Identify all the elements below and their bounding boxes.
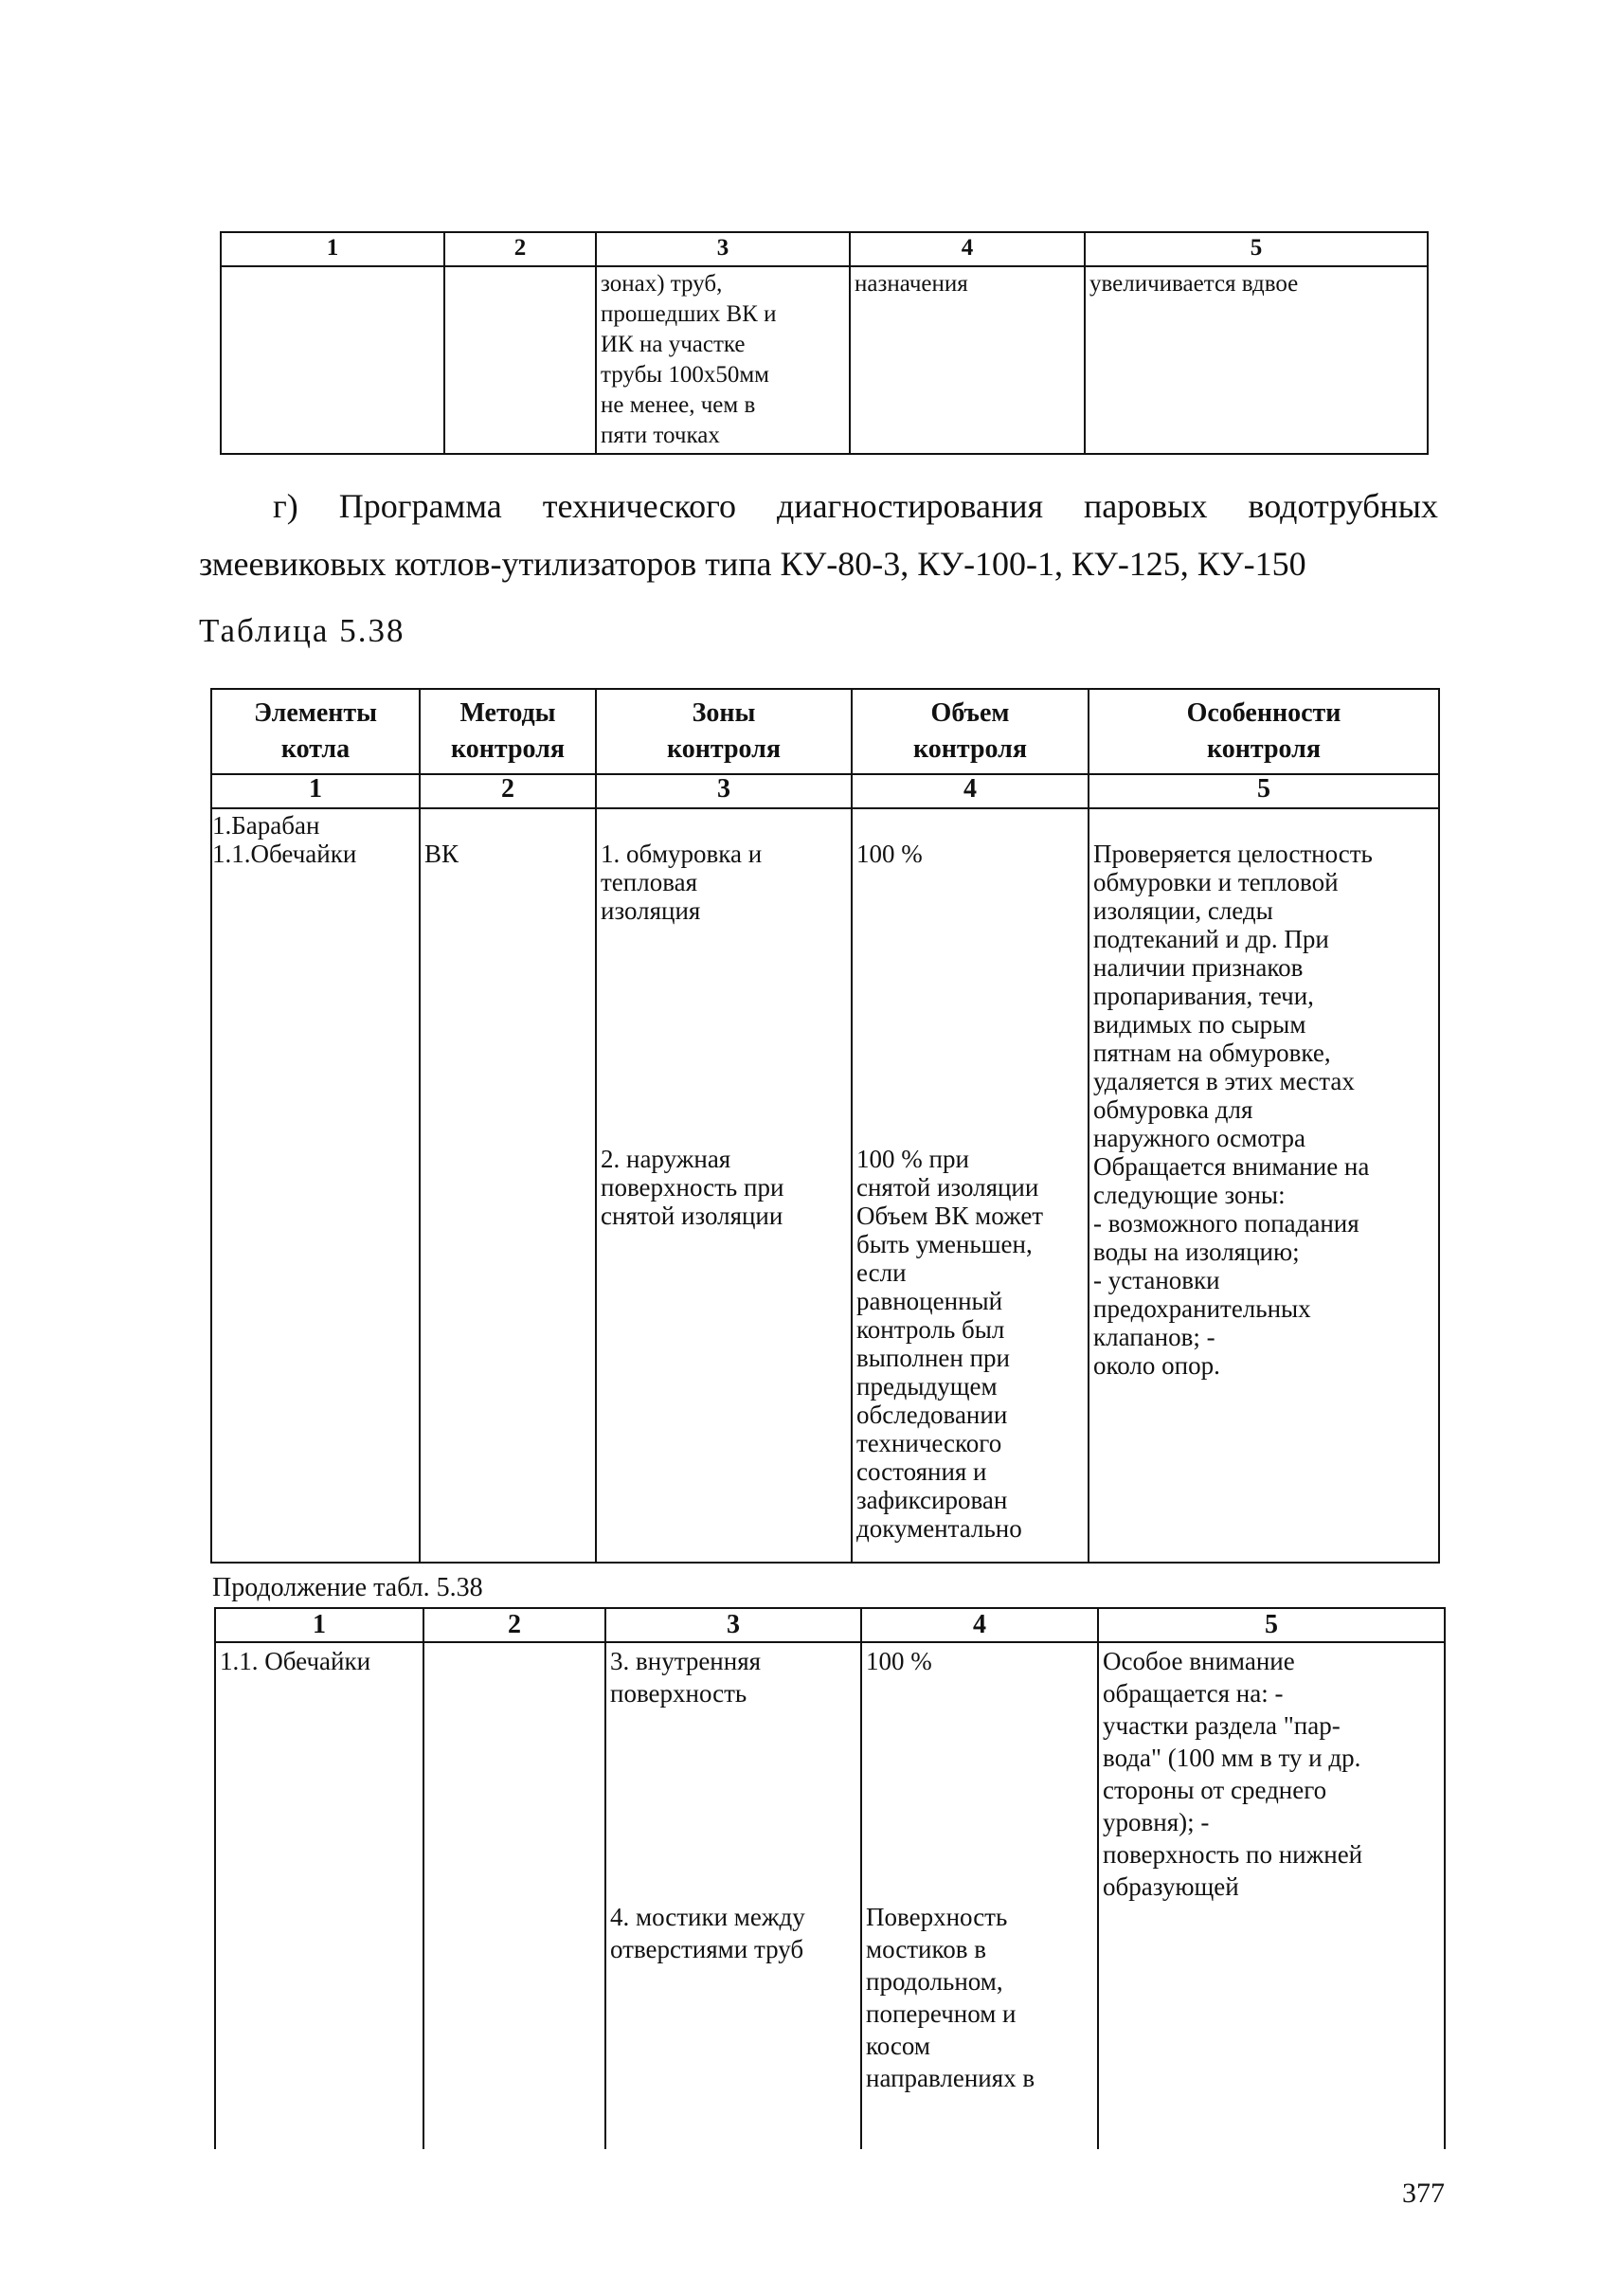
feature-line: Проверяется целостность bbox=[1093, 840, 1373, 868]
col-num-4: 4 bbox=[852, 774, 1089, 808]
features-cell bbox=[1089, 808, 1439, 1563]
text-line: прошедших ВК и bbox=[601, 301, 777, 327]
main-table bbox=[210, 688, 1440, 1564]
text-line: пяти точках bbox=[601, 423, 720, 448]
col-num-5: 5 bbox=[1098, 1608, 1445, 1642]
feature-line: участки раздела "пар- bbox=[1103, 1711, 1341, 1740]
feature-line: обращается на: - bbox=[1103, 1679, 1284, 1708]
col-num-5: 5 bbox=[1089, 774, 1439, 808]
feature-line: удаляется в этих местах bbox=[1093, 1067, 1355, 1095]
feature-line: подтеканий и др. При bbox=[1093, 925, 1329, 953]
feature-line: обмуровки и тепловой bbox=[1093, 868, 1339, 896]
paragraph-line-1: г) Программа технического диагностирования паровых водотрубных bbox=[273, 487, 1438, 525]
top-cell-5: увеличивается вдвое bbox=[1085, 266, 1428, 454]
header-zones bbox=[596, 689, 852, 774]
cont-method-cell bbox=[423, 1642, 605, 2149]
header-text: Методы bbox=[459, 698, 556, 728]
top-cell-4: назначения bbox=[850, 266, 1085, 454]
zone-line: 4. мостики между bbox=[610, 1903, 805, 1931]
volume-line: документально bbox=[856, 1514, 1022, 1543]
col-num-4: 4 bbox=[850, 232, 1085, 266]
text-line: трубы 100х50мм bbox=[601, 362, 769, 388]
header-text: Элементы bbox=[253, 698, 377, 728]
cont-zones-cell bbox=[605, 1642, 861, 2149]
volume-line: контроль был bbox=[856, 1315, 1005, 1344]
feature-line: изоляции, следы bbox=[1093, 896, 1273, 925]
volume-line: обследовании bbox=[856, 1401, 1008, 1429]
header-text: Особенности bbox=[1186, 698, 1341, 728]
feature-line: - возможного попадания bbox=[1093, 1209, 1359, 1238]
method-cell bbox=[420, 808, 596, 1563]
feature-line: Обращается внимание на bbox=[1093, 1152, 1370, 1181]
feature-line: видимых по сырым bbox=[1093, 1010, 1306, 1039]
zone-line: поверхность при bbox=[601, 1173, 784, 1202]
feature-line: - установки bbox=[1093, 1266, 1220, 1294]
header-text: контроля bbox=[450, 734, 566, 764]
zone-line: снятой изоляции bbox=[601, 1202, 783, 1230]
zone-line: поверхность bbox=[610, 1679, 747, 1708]
text-line: ИК на участке bbox=[601, 332, 746, 357]
volume-line: зафиксирован bbox=[856, 1486, 1008, 1514]
volume-cell bbox=[852, 808, 1089, 1563]
volume-line: 100 % bbox=[866, 1647, 932, 1675]
header-text: контроля bbox=[666, 734, 782, 764]
top-cell-3 bbox=[596, 266, 850, 454]
header-text: котла bbox=[280, 734, 351, 764]
feature-line: наружного осмотра bbox=[1093, 1124, 1305, 1152]
col-num-3: 3 bbox=[605, 1608, 861, 1642]
volume-line: снятой изоляции bbox=[856, 1173, 1039, 1202]
zone-line: 1. обмуровка и bbox=[601, 840, 763, 868]
header-text: контроля bbox=[912, 734, 1028, 764]
section-label: 1.Барабан bbox=[212, 811, 320, 840]
cont-volume-cell bbox=[861, 1642, 1098, 2149]
feature-line: следующие зоны: bbox=[1093, 1181, 1286, 1209]
volume-line: предыдущем bbox=[856, 1372, 998, 1401]
col-num-3: 3 bbox=[596, 774, 852, 808]
method-label: ВК bbox=[424, 840, 459, 868]
elements-cell bbox=[211, 808, 420, 1563]
col-num-5: 5 bbox=[1085, 232, 1428, 266]
feature-line: пропаривания, течи, bbox=[1093, 982, 1314, 1010]
header-text: Зоны bbox=[692, 698, 756, 728]
feature-line: Особое внимание bbox=[1103, 1647, 1295, 1675]
text-line: зонах) труб, bbox=[601, 271, 723, 297]
header-features bbox=[1089, 689, 1439, 774]
text-line: не менее, чем в bbox=[601, 392, 756, 418]
volume-line: равноценный bbox=[856, 1287, 1003, 1315]
feature-line: наличии признаков bbox=[1093, 953, 1304, 982]
volume-line: Поверхность bbox=[866, 1903, 1008, 1931]
feature-line: образующей bbox=[1103, 1872, 1239, 1901]
col-num-2: 2 bbox=[420, 774, 596, 808]
feature-line: уровня); - bbox=[1103, 1808, 1210, 1836]
feature-line: стороны от среднего bbox=[1103, 1776, 1327, 1804]
zone-line: 3. внутренняя bbox=[610, 1647, 762, 1675]
volume-line: продольном, bbox=[866, 1967, 1003, 1996]
continuation-label: Продолжение табл. 5.38 bbox=[212, 1573, 483, 1602]
zone-line: отверстиями труб bbox=[610, 1935, 804, 1963]
volume-line: быть уменьшен, bbox=[856, 1230, 1033, 1258]
header-elements bbox=[211, 689, 420, 774]
top-table bbox=[220, 231, 1429, 455]
volume-line: косом bbox=[866, 2032, 930, 2060]
feature-line: пятнам на обмуровке, bbox=[1093, 1039, 1331, 1067]
zones-cell bbox=[596, 808, 852, 1563]
col-num-1: 1 bbox=[211, 774, 420, 808]
element-label: 1.1.Обечайки bbox=[212, 840, 357, 868]
feature-line: около опор. bbox=[1093, 1351, 1220, 1380]
col-num-2: 2 bbox=[444, 232, 596, 266]
volume-line: если bbox=[856, 1258, 907, 1287]
volume-line: поперечном и bbox=[866, 1999, 1017, 2028]
feature-line: воды на изоляцию; bbox=[1093, 1238, 1300, 1266]
feature-line: обмуровка для bbox=[1093, 1095, 1253, 1124]
feature-line: поверхность по нижней bbox=[1103, 1840, 1363, 1869]
header-methods bbox=[420, 689, 596, 774]
header-volume bbox=[852, 689, 1089, 774]
feature-line: вода" (100 мм в ту и др. bbox=[1103, 1744, 1361, 1772]
cont-elements-cell bbox=[215, 1642, 423, 2149]
cont-features-cell bbox=[1098, 1642, 1445, 2149]
col-num-2: 2 bbox=[423, 1608, 605, 1642]
top-cell-1 bbox=[221, 266, 444, 454]
col-num-1: 1 bbox=[215, 1608, 423, 1642]
col-num-3: 3 bbox=[596, 232, 850, 266]
col-num-1: 1 bbox=[221, 232, 444, 266]
paragraph-line-2: змеевиковых котлов-утилизаторов типа КУ-80-3, КУ-100-1, КУ-125, КУ-150 bbox=[199, 545, 1306, 583]
zone-line: изоляция bbox=[601, 896, 701, 925]
table-caption: Таблица 5.38 bbox=[199, 612, 405, 649]
element-label: 1.1. Обечайки bbox=[220, 1647, 371, 1675]
col-num-4: 4 bbox=[861, 1608, 1098, 1642]
volume-line: выполнен при bbox=[856, 1344, 1010, 1372]
page-number: 377 bbox=[1402, 2178, 1445, 2209]
feature-line: клапанов; - bbox=[1093, 1323, 1215, 1351]
zone-line: 2. наружная bbox=[601, 1145, 731, 1173]
feature-line: предохранительных bbox=[1093, 1294, 1311, 1323]
zone-line: тепловая bbox=[601, 868, 698, 896]
volume-line: Объем ВК может bbox=[856, 1202, 1044, 1230]
volume-line: мостиков в bbox=[866, 1935, 986, 1963]
header-text: контроля bbox=[1206, 734, 1322, 764]
volume-line: состояния и bbox=[856, 1457, 987, 1486]
volume-line: направлениях в bbox=[866, 2064, 1035, 2092]
header-text: Объем bbox=[930, 698, 1010, 728]
volume-line: технического bbox=[856, 1429, 1002, 1457]
volume-line: 100 % при bbox=[856, 1145, 969, 1173]
top-cell-2 bbox=[444, 266, 596, 454]
volume-line: 100 % bbox=[856, 840, 923, 868]
continuation-table bbox=[214, 1607, 1446, 2149]
